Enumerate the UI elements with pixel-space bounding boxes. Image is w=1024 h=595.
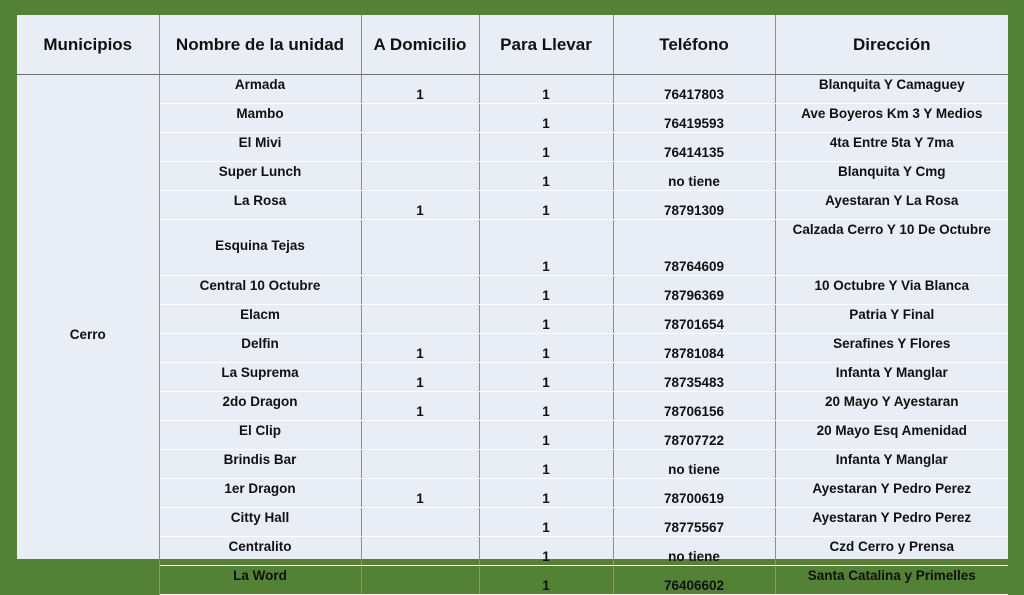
cell-telefono: 78764609: [613, 220, 775, 276]
cell-a-domicilio: 1: [361, 334, 479, 363]
cell-a-domicilio: 1: [361, 191, 479, 220]
cell-direccion: Ayestaran Y La Rosa: [775, 191, 1008, 220]
table-body: [17, 75, 1008, 595]
cell-a-domicilio: [361, 537, 479, 566]
restaurant-table: [17, 15, 1008, 595]
cell-a-domicilio: [361, 305, 479, 334]
cell-direccion: Serafines Y Flores: [775, 334, 1008, 363]
cell-nombre: Mambo: [159, 104, 361, 133]
table-row: [17, 75, 1008, 104]
cell-a-domicilio: [361, 276, 479, 305]
table-row: [17, 334, 1008, 363]
cell-direccion: 10 Octubre Y Via Blanca: [775, 276, 1008, 305]
cell-nombre: Esquina Tejas: [159, 220, 361, 276]
cell-a-domicilio: 1: [361, 75, 479, 104]
cell-para-llevar: 1: [479, 104, 613, 133]
cell-telefono: 78700619: [613, 479, 775, 508]
cell-para-llevar: 1: [479, 276, 613, 305]
cell-telefono: no tiene: [613, 162, 775, 191]
header-municipios: Municipios: [17, 15, 159, 75]
cell-para-llevar: 1: [479, 392, 613, 421]
cell-nombre: Central 10 Octubre: [159, 276, 361, 305]
cell-para-llevar: 1: [479, 450, 613, 479]
header-row: [17, 15, 1008, 75]
cell-para-llevar: 1: [479, 75, 613, 104]
table-row: [17, 421, 1008, 450]
cell-direccion: Calzada Cerro Y 10 De Octubre: [775, 220, 1008, 276]
cell-para-llevar: 1: [479, 508, 613, 537]
table-row: [17, 276, 1008, 305]
cell-direccion: 4ta Entre 5ta Y 7ma: [775, 133, 1008, 162]
cell-telefono: 78796369: [613, 276, 775, 305]
cell-a-domicilio: [361, 450, 479, 479]
cell-telefono: 78735483: [613, 363, 775, 392]
cell-nombre: Armada: [159, 75, 361, 104]
cell-a-domicilio: [361, 421, 479, 450]
header-nombre-unidad: Nombre de la unidad: [159, 15, 361, 75]
cell-direccion: Ayestaran Y Pedro Perez: [775, 508, 1008, 537]
cell-nombre: Centralito: [159, 537, 361, 566]
cell-direccion: Blanquita Y Camaguey: [775, 75, 1008, 104]
cell-nombre: Citty Hall: [159, 508, 361, 537]
cell-direccion: Infanta Y Manglar: [775, 450, 1008, 479]
cell-a-domicilio: [361, 133, 479, 162]
cell-nombre: El Clip: [159, 421, 361, 450]
cell-para-llevar: 1: [479, 220, 613, 276]
cell-direccion: Ave Boyeros Km 3 Y Medios: [775, 104, 1008, 133]
table-row: [17, 566, 1008, 595]
table-row: [17, 104, 1008, 133]
cell-para-llevar: 1: [479, 133, 613, 162]
cell-a-domicilio: [361, 104, 479, 133]
cell-telefono: 76406602: [613, 566, 775, 595]
cell-telefono: 76414135: [613, 133, 775, 162]
cell-direccion: 20 Mayo Esq Amenidad: [775, 421, 1008, 450]
cell-telefono: 78707722: [613, 421, 775, 450]
cell-para-llevar: 1: [479, 363, 613, 392]
cell-direccion: Ayestaran Y Pedro Perez: [775, 479, 1008, 508]
cell-telefono: 78701654: [613, 305, 775, 334]
cell-nombre: Delfin: [159, 334, 361, 363]
table-row: [17, 305, 1008, 334]
cell-direccion: Czd Cerro y Prensa: [775, 537, 1008, 566]
data-sheet: [17, 15, 1008, 593]
cell-telefono: 78706156: [613, 392, 775, 421]
cell-nombre: 2do Dragon: [159, 392, 361, 421]
cell-nombre: Elacm: [159, 305, 361, 334]
header-telefono: Teléfono: [613, 15, 775, 75]
table-row: [17, 479, 1008, 508]
cell-para-llevar: 1: [479, 537, 613, 566]
header-para-llevar: Para Llevar: [479, 15, 613, 75]
cell-municipio: Cerro: [17, 75, 159, 595]
cell-telefono: 78775567: [613, 508, 775, 537]
cell-telefono: no tiene: [613, 450, 775, 479]
cell-direccion: Blanquita Y Cmg: [775, 162, 1008, 191]
table-row: [17, 392, 1008, 421]
table-row: [17, 450, 1008, 479]
cell-direccion: Infanta Y Manglar: [775, 363, 1008, 392]
table-row: [17, 133, 1008, 162]
cell-para-llevar: 1: [479, 421, 613, 450]
cell-para-llevar: 1: [479, 162, 613, 191]
cell-para-llevar: 1: [479, 334, 613, 363]
table-row: [17, 220, 1008, 276]
table-row: [17, 191, 1008, 220]
cell-a-domicilio: [361, 162, 479, 191]
cell-nombre: Brindis Bar: [159, 450, 361, 479]
table-row: [17, 363, 1008, 392]
cell-nombre: La Suprema: [159, 363, 361, 392]
cell-direccion: 20 Mayo Y Ayestaran: [775, 392, 1008, 421]
cell-telefono: 76417803: [613, 75, 775, 104]
cell-a-domicilio: [361, 508, 479, 537]
cell-para-llevar: 1: [479, 566, 613, 595]
table-row: [17, 508, 1008, 537]
header-direccion: Dirección: [775, 15, 1008, 75]
table-row: [17, 537, 1008, 566]
cell-nombre: La Word: [159, 566, 361, 595]
cell-nombre: El Mivi: [159, 133, 361, 162]
cell-direccion: Patria Y Final: [775, 305, 1008, 334]
cell-nombre: Super Lunch: [159, 162, 361, 191]
cell-telefono: 76419593: [613, 104, 775, 133]
cell-telefono: 78781084: [613, 334, 775, 363]
cell-direccion: Santa Catalina y Primelles: [775, 566, 1008, 595]
table-row: [17, 162, 1008, 191]
cell-telefono: no tiene: [613, 537, 775, 566]
cell-a-domicilio: [361, 220, 479, 276]
cell-para-llevar: 1: [479, 479, 613, 508]
cell-nombre: La Rosa: [159, 191, 361, 220]
header-a-domicilio: A Domicilio: [361, 15, 479, 75]
cell-nombre: 1er Dragon: [159, 479, 361, 508]
cell-a-domicilio: 1: [361, 363, 479, 392]
cell-a-domicilio: [361, 566, 479, 595]
cell-telefono: 78791309: [613, 191, 775, 220]
cell-a-domicilio: 1: [361, 479, 479, 508]
cell-para-llevar: 1: [479, 305, 613, 334]
cell-a-domicilio: 1: [361, 392, 479, 421]
cell-para-llevar: 1: [479, 191, 613, 220]
